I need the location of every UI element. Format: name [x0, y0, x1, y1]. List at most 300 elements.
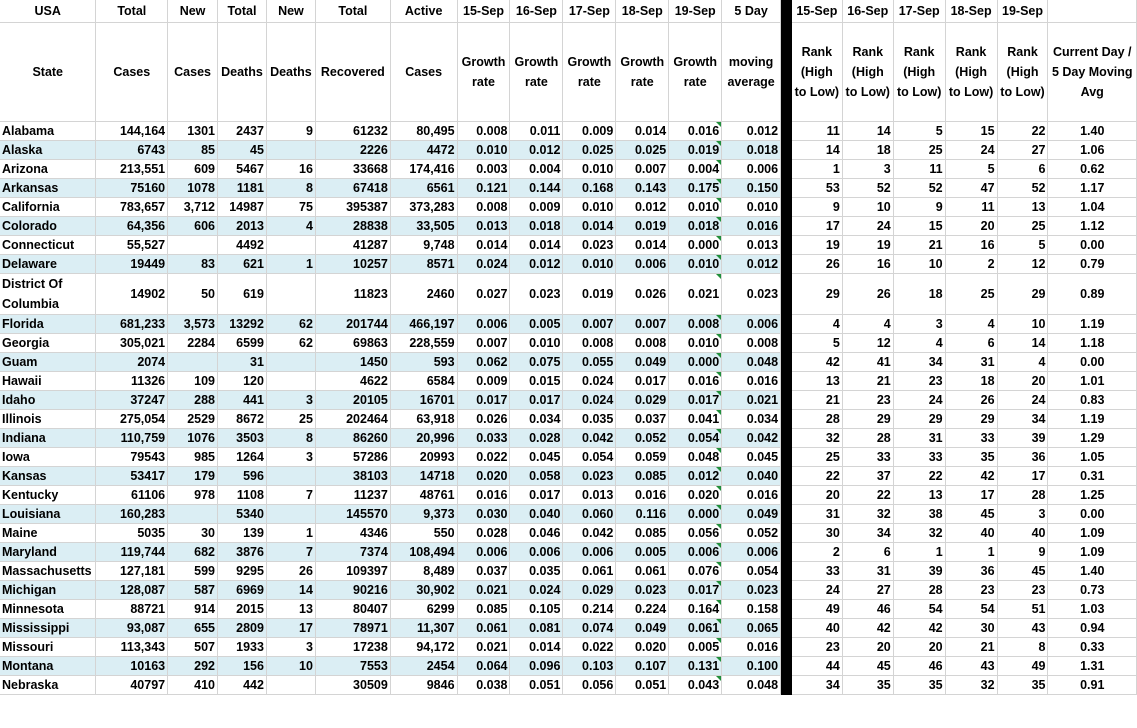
data-cell[interactable]: 1181 [218, 178, 267, 197]
data-cell[interactable]: 6 [997, 159, 1048, 178]
data-cell[interactable]: 12 [997, 254, 1048, 273]
data-cell[interactable]: 0.035 [510, 561, 563, 580]
state-name-cell[interactable]: Montana [0, 656, 96, 675]
data-cell[interactable]: 0.042 [722, 428, 781, 447]
data-cell[interactable]: 0.061 [563, 561, 616, 580]
header-cell[interactable]: 5 Day [722, 0, 781, 22]
header-cell[interactable]: Growth rate [669, 22, 722, 121]
state-name-cell[interactable]: Arizona [0, 159, 96, 178]
data-cell[interactable]: 31 [945, 352, 997, 371]
data-cell[interactable]: 0.89 [1048, 273, 1137, 314]
data-cell[interactable]: 42 [893, 618, 945, 637]
data-cell[interactable]: 14 [842, 121, 893, 140]
data-cell[interactable]: 108,494 [390, 542, 457, 561]
data-cell[interactable]: 0.024 [457, 254, 510, 273]
data-cell[interactable]: 0.144 [510, 178, 563, 197]
data-cell[interactable]: 51 [997, 599, 1048, 618]
state-name-cell[interactable]: Arkansas [0, 178, 96, 197]
data-cell[interactable]: 17 [266, 618, 315, 637]
data-cell[interactable]: 0.054 [669, 428, 722, 447]
data-cell[interactable]: 31 [791, 504, 842, 523]
state-name-cell[interactable]: Louisiana [0, 504, 96, 523]
data-cell[interactable]: 0.010 [563, 197, 616, 216]
data-cell[interactable]: 83 [168, 254, 218, 273]
data-cell[interactable]: 0.012 [722, 254, 781, 273]
data-cell[interactable] [168, 352, 218, 371]
data-cell[interactable]: 0.008 [722, 333, 781, 352]
data-cell[interactable]: 6743 [96, 140, 168, 159]
data-cell[interactable]: 26 [266, 561, 315, 580]
data-cell[interactable]: 2809 [218, 618, 267, 637]
data-cell[interactable]: 43 [997, 618, 1048, 637]
data-cell[interactable]: 0.037 [616, 409, 669, 428]
data-cell[interactable]: 3 [266, 447, 315, 466]
data-cell[interactable]: 14987 [218, 197, 267, 216]
data-cell[interactable]: 6584 [390, 371, 457, 390]
header-cell[interactable]: 18-Sep [616, 0, 669, 22]
data-cell[interactable]: 94,172 [390, 637, 457, 656]
divider-column[interactable] [781, 235, 792, 254]
data-cell[interactable]: 20993 [390, 447, 457, 466]
state-name-cell[interactable]: Nebraska [0, 675, 96, 694]
data-cell[interactable]: 0.008 [563, 333, 616, 352]
data-cell[interactable]: 9295 [218, 561, 267, 580]
data-cell[interactable]: 0.049 [616, 618, 669, 637]
data-cell[interactable]: 22 [893, 466, 945, 485]
data-cell[interactable]: 26 [842, 273, 893, 314]
data-cell[interactable]: 24 [842, 216, 893, 235]
data-cell[interactable]: 0.014 [616, 235, 669, 254]
data-cell[interactable]: 0.029 [563, 580, 616, 599]
data-cell[interactable]: 13292 [218, 314, 267, 333]
data-cell[interactable]: 45 [218, 140, 267, 159]
data-cell[interactable]: 24 [945, 140, 997, 159]
state-name-cell[interactable]: Connecticut [0, 235, 96, 254]
data-cell[interactable]: 3,573 [168, 314, 218, 333]
data-cell[interactable]: 0.081 [510, 618, 563, 637]
data-cell[interactable] [168, 504, 218, 523]
data-cell[interactable]: 0.021 [457, 580, 510, 599]
data-cell[interactable] [266, 352, 315, 371]
data-cell[interactable]: 0.017 [510, 485, 563, 504]
data-cell[interactable]: 0.016 [616, 485, 669, 504]
data-cell[interactable]: 1.40 [1048, 561, 1137, 580]
data-cell[interactable]: 0.019 [563, 273, 616, 314]
data-cell[interactable]: 1 [791, 159, 842, 178]
data-cell[interactable]: 11326 [96, 371, 168, 390]
divider-column[interactable] [781, 22, 792, 121]
data-cell[interactable]: 0.000 [669, 352, 722, 371]
data-cell[interactable]: 0.048 [669, 447, 722, 466]
data-cell[interactable]: 1 [893, 542, 945, 561]
data-cell[interactable]: 7374 [315, 542, 390, 561]
data-cell[interactable]: 26 [945, 390, 997, 409]
data-cell[interactable]: 33,505 [390, 216, 457, 235]
data-cell[interactable]: 33 [893, 447, 945, 466]
data-cell[interactable]: 0.000 [669, 235, 722, 254]
data-cell[interactable]: 3 [997, 504, 1048, 523]
data-cell[interactable]: 31 [842, 561, 893, 580]
data-cell[interactable]: 7553 [315, 656, 390, 675]
data-cell[interactable]: 16 [266, 159, 315, 178]
data-cell[interactable]: 156 [218, 656, 267, 675]
data-cell[interactable]: 0.018 [669, 216, 722, 235]
data-cell[interactable]: 10 [842, 197, 893, 216]
data-cell[interactable]: 86260 [315, 428, 390, 447]
data-cell[interactable]: 5 [997, 235, 1048, 254]
state-name-cell[interactable]: Alaska [0, 140, 96, 159]
data-cell[interactable]: 1 [266, 254, 315, 273]
data-cell[interactable]: 0.051 [616, 675, 669, 694]
data-cell[interactable]: 441 [218, 390, 267, 409]
data-cell[interactable]: 0.121 [457, 178, 510, 197]
header-cell[interactable]: New [266, 0, 315, 22]
data-cell[interactable]: 30,902 [390, 580, 457, 599]
data-cell[interactable]: 23 [893, 371, 945, 390]
data-cell[interactable]: 40 [997, 523, 1048, 542]
data-cell[interactable]: 32 [842, 504, 893, 523]
data-cell[interactable]: 35 [945, 447, 997, 466]
data-cell[interactable]: 292 [168, 656, 218, 675]
data-cell[interactable]: 0.023 [722, 273, 781, 314]
data-cell[interactable]: 0.052 [616, 428, 669, 447]
data-cell[interactable]: 160,283 [96, 504, 168, 523]
data-cell[interactable]: 681,233 [96, 314, 168, 333]
data-cell[interactable]: 2 [791, 542, 842, 561]
data-cell[interactable]: 2437 [218, 121, 267, 140]
data-cell[interactable]: 88721 [96, 599, 168, 618]
data-cell[interactable]: 0.014 [510, 637, 563, 656]
data-cell[interactable]: 1076 [168, 428, 218, 447]
data-cell[interactable]: 0.055 [563, 352, 616, 371]
data-cell[interactable]: 50 [168, 273, 218, 314]
data-cell[interactable]: 17 [945, 485, 997, 504]
data-cell[interactable]: 0.023 [563, 235, 616, 254]
data-cell[interactable]: 28 [893, 580, 945, 599]
data-cell[interactable]: 120 [218, 371, 267, 390]
data-cell[interactable]: 0.017 [616, 371, 669, 390]
data-cell[interactable]: 25 [945, 273, 997, 314]
state-name-cell[interactable]: Kentucky [0, 485, 96, 504]
data-cell[interactable]: 18 [842, 140, 893, 159]
data-cell[interactable]: 2015 [218, 599, 267, 618]
data-cell[interactable]: 0.010 [669, 197, 722, 216]
data-cell[interactable]: 0.168 [563, 178, 616, 197]
data-cell[interactable]: 3 [842, 159, 893, 178]
data-cell[interactable]: 6299 [390, 599, 457, 618]
divider-column[interactable] [781, 637, 792, 656]
data-cell[interactable]: 0.026 [616, 273, 669, 314]
data-cell[interactable]: 20 [842, 637, 893, 656]
data-cell[interactable]: 113,343 [96, 637, 168, 656]
header-cell[interactable]: Rank (High to Low) [842, 22, 893, 121]
data-cell[interactable]: 0.020 [616, 637, 669, 656]
divider-column[interactable] [781, 0, 792, 22]
data-cell[interactable]: 10 [893, 254, 945, 273]
divider-column[interactable] [781, 523, 792, 542]
data-cell[interactable]: 35 [893, 675, 945, 694]
data-cell[interactable]: 0.33 [1048, 637, 1137, 656]
data-cell[interactable] [266, 675, 315, 694]
data-cell[interactable]: 0.015 [510, 371, 563, 390]
data-cell[interactable]: 8 [266, 178, 315, 197]
header-cell[interactable]: Growth rate [563, 22, 616, 121]
data-cell[interactable]: 0.116 [616, 504, 669, 523]
data-cell[interactable]: 0.006 [457, 542, 510, 561]
data-cell[interactable]: 0.043 [669, 675, 722, 694]
data-cell[interactable]: 40 [945, 523, 997, 542]
data-cell[interactable]: 978 [168, 485, 218, 504]
data-cell[interactable]: 0.014 [510, 235, 563, 254]
data-cell[interactable]: 466,197 [390, 314, 457, 333]
header-cell[interactable]: Cases [390, 22, 457, 121]
state-name-cell[interactable]: Mississippi [0, 618, 96, 637]
data-cell[interactable]: 69863 [315, 333, 390, 352]
data-cell[interactable]: 0.73 [1048, 580, 1137, 599]
data-cell[interactable]: 5 [893, 121, 945, 140]
header-cell[interactable]: Rank (High to Low) [791, 22, 842, 121]
data-cell[interactable]: 0.00 [1048, 352, 1137, 371]
data-cell[interactable]: 0.074 [563, 618, 616, 637]
data-cell[interactable]: 0.016 [669, 371, 722, 390]
data-cell[interactable]: 29 [791, 273, 842, 314]
data-cell[interactable]: 0.006 [510, 542, 563, 561]
data-cell[interactable]: 0.010 [563, 159, 616, 178]
data-cell[interactable]: 621 [218, 254, 267, 273]
data-cell[interactable]: 28838 [315, 216, 390, 235]
data-cell[interactable]: 0.007 [457, 333, 510, 352]
header-cell[interactable] [1048, 0, 1137, 22]
data-cell[interactable]: 1.19 [1048, 409, 1137, 428]
data-cell[interactable]: 0.014 [616, 121, 669, 140]
data-cell[interactable]: 0.016 [669, 121, 722, 140]
header-cell[interactable]: Cases [168, 22, 218, 121]
data-cell[interactable]: 0.008 [616, 333, 669, 352]
data-cell[interactable]: 0.214 [563, 599, 616, 618]
data-cell[interactable]: 228,559 [390, 333, 457, 352]
data-cell[interactable]: 45 [997, 561, 1048, 580]
data-cell[interactable]: 46 [893, 656, 945, 675]
header-cell[interactable]: Cases [96, 22, 168, 121]
data-cell[interactable]: 0.045 [722, 447, 781, 466]
data-cell[interactable]: 29 [842, 409, 893, 428]
data-cell[interactable]: 0.096 [510, 656, 563, 675]
state-name-cell[interactable]: Illinois [0, 409, 96, 428]
data-cell[interactable]: 145570 [315, 504, 390, 523]
data-cell[interactable]: 9 [791, 197, 842, 216]
data-cell[interactable]: 79543 [96, 447, 168, 466]
data-cell[interactable]: 8,489 [390, 561, 457, 580]
data-cell[interactable]: 34 [997, 409, 1048, 428]
data-cell[interactable]: 32 [893, 523, 945, 542]
header-cell[interactable]: Rank (High to Low) [997, 22, 1048, 121]
data-cell[interactable]: 0.010 [669, 333, 722, 352]
header-cell[interactable]: Deaths [266, 22, 315, 121]
data-cell[interactable]: 0.143 [616, 178, 669, 197]
data-cell[interactable]: 36 [945, 561, 997, 580]
data-cell[interactable]: 0.010 [722, 197, 781, 216]
data-cell[interactable]: 24 [997, 390, 1048, 409]
data-cell[interactable]: 20 [945, 216, 997, 235]
data-cell[interactable] [168, 235, 218, 254]
data-cell[interactable]: 34 [893, 352, 945, 371]
data-cell[interactable]: 7 [266, 485, 315, 504]
data-cell[interactable]: 0.008 [457, 197, 510, 216]
header-cell[interactable]: Rank (High to Low) [945, 22, 997, 121]
data-cell[interactable]: 0.046 [510, 523, 563, 542]
data-cell[interactable]: 9846 [390, 675, 457, 694]
data-cell[interactable]: 0.054 [563, 447, 616, 466]
data-cell[interactable]: 0.023 [563, 466, 616, 485]
data-cell[interactable]: 0.023 [722, 580, 781, 599]
data-cell[interactable]: 3 [266, 637, 315, 656]
divider-column[interactable] [781, 371, 792, 390]
data-cell[interactable]: 0.064 [457, 656, 510, 675]
data-cell[interactable]: 0.012 [510, 140, 563, 159]
divider-column[interactable] [781, 178, 792, 197]
data-cell[interactable]: 11,307 [390, 618, 457, 637]
data-cell[interactable]: 20 [997, 371, 1048, 390]
data-cell[interactable]: 682 [168, 542, 218, 561]
data-cell[interactable]: 2 [945, 254, 997, 273]
data-cell[interactable]: 0.016 [722, 371, 781, 390]
data-cell[interactable]: 24 [893, 390, 945, 409]
data-cell[interactable]: 0.020 [669, 485, 722, 504]
data-cell[interactable]: 9,373 [390, 504, 457, 523]
data-cell[interactable]: 0.013 [563, 485, 616, 504]
header-cell[interactable]: State [0, 22, 96, 121]
data-cell[interactable]: 21 [842, 371, 893, 390]
data-cell[interactable]: 1.40 [1048, 121, 1137, 140]
data-cell[interactable]: 0.016 [722, 637, 781, 656]
data-cell[interactable]: 0.056 [669, 523, 722, 542]
data-cell[interactable]: 0.049 [722, 504, 781, 523]
data-cell[interactable]: 0.061 [616, 561, 669, 580]
data-cell[interactable]: 75160 [96, 178, 168, 197]
header-cell[interactable]: 17-Sep [893, 0, 945, 22]
data-cell[interactable]: 0.024 [563, 371, 616, 390]
data-cell[interactable]: 32 [945, 675, 997, 694]
data-cell[interactable]: 596 [218, 466, 267, 485]
data-cell[interactable]: 1933 [218, 637, 267, 656]
data-cell[interactable]: 2454 [390, 656, 457, 675]
data-cell[interactable]: 42 [791, 352, 842, 371]
data-cell[interactable]: 1264 [218, 447, 267, 466]
data-cell[interactable]: 0.31 [1048, 466, 1137, 485]
data-cell[interactable]: 35 [842, 675, 893, 694]
data-cell[interactable]: 4 [997, 352, 1048, 371]
data-cell[interactable]: 0.011 [510, 121, 563, 140]
divider-column[interactable] [781, 254, 792, 273]
data-cell[interactable]: 15 [945, 121, 997, 140]
data-cell[interactable]: 20105 [315, 390, 390, 409]
data-cell[interactable]: 0.018 [510, 216, 563, 235]
state-name-cell[interactable]: Minnesota [0, 599, 96, 618]
data-cell[interactable]: 7 [266, 542, 315, 561]
data-cell[interactable]: 0.016 [722, 485, 781, 504]
data-cell[interactable]: 14 [266, 580, 315, 599]
data-cell[interactable]: 24 [791, 580, 842, 599]
data-cell[interactable]: 8 [266, 428, 315, 447]
data-cell[interactable]: 0.008 [669, 314, 722, 333]
divider-column[interactable] [781, 580, 792, 599]
data-cell[interactable]: 64,356 [96, 216, 168, 235]
data-cell[interactable]: 10163 [96, 656, 168, 675]
divider-column[interactable] [781, 466, 792, 485]
data-cell[interactable]: 288 [168, 390, 218, 409]
data-cell[interactable]: 90216 [315, 580, 390, 599]
data-cell[interactable]: 53417 [96, 466, 168, 485]
header-cell[interactable]: 19-Sep [669, 0, 722, 22]
data-cell[interactable]: 62 [266, 314, 315, 333]
data-cell[interactable]: 30509 [315, 675, 390, 694]
data-cell[interactable]: 0.049 [616, 352, 669, 371]
data-cell[interactable]: 202464 [315, 409, 390, 428]
data-cell[interactable]: 2013 [218, 216, 267, 235]
data-cell[interactable]: 16 [945, 235, 997, 254]
data-cell[interactable]: 0.007 [616, 314, 669, 333]
data-cell[interactable]: 593 [390, 352, 457, 371]
data-cell[interactable]: 26 [791, 254, 842, 273]
state-name-cell[interactable]: Maine [0, 523, 96, 542]
data-cell[interactable]: 0.019 [616, 216, 669, 235]
data-cell[interactable]: 0.061 [669, 618, 722, 637]
data-cell[interactable]: 305,021 [96, 333, 168, 352]
data-cell[interactable]: 0.060 [563, 504, 616, 523]
data-cell[interactable]: 38103 [315, 466, 390, 485]
divider-column[interactable] [781, 121, 792, 140]
data-cell[interactable]: 599 [168, 561, 218, 580]
data-cell[interactable]: 42 [842, 618, 893, 637]
data-cell[interactable]: 0.065 [722, 618, 781, 637]
state-name-cell[interactable]: Maryland [0, 542, 96, 561]
data-cell[interactable]: 23 [945, 580, 997, 599]
data-cell[interactable]: 2529 [168, 409, 218, 428]
data-cell[interactable]: 0.040 [722, 466, 781, 485]
header-cell[interactable]: Growth rate [457, 22, 510, 121]
data-cell[interactable]: 0.006 [722, 314, 781, 333]
data-cell[interactable]: 16 [842, 254, 893, 273]
data-cell[interactable]: 410 [168, 675, 218, 694]
data-cell[interactable]: 0.014 [563, 216, 616, 235]
data-cell[interactable]: 78971 [315, 618, 390, 637]
data-cell[interactable]: 0.026 [457, 409, 510, 428]
data-cell[interactable]: 0.022 [563, 637, 616, 656]
data-cell[interactable]: 0.010 [563, 254, 616, 273]
header-cell[interactable]: 17-Sep [563, 0, 616, 22]
data-cell[interactable]: 0.007 [563, 314, 616, 333]
data-cell[interactable]: 4472 [390, 140, 457, 159]
data-cell[interactable]: 0.017 [669, 580, 722, 599]
data-cell[interactable]: 4 [893, 333, 945, 352]
data-cell[interactable]: 0.012 [722, 121, 781, 140]
data-cell[interactable]: 395387 [315, 197, 390, 216]
data-cell[interactable]: 37 [842, 466, 893, 485]
data-cell[interactable]: 0.021 [669, 273, 722, 314]
data-cell[interactable]: 75 [266, 197, 315, 216]
data-cell[interactable]: 14902 [96, 273, 168, 314]
divider-column[interactable] [781, 675, 792, 694]
data-cell[interactable]: 1108 [218, 485, 267, 504]
data-cell[interactable]: 0.006 [563, 542, 616, 561]
state-name-cell[interactable]: District Of Columbia [0, 273, 96, 314]
data-cell[interactable]: 10 [997, 314, 1048, 333]
data-cell[interactable] [266, 504, 315, 523]
data-cell[interactable]: 1 [266, 523, 315, 542]
data-cell[interactable]: 4492 [218, 235, 267, 254]
data-cell[interactable]: 0.150 [722, 178, 781, 197]
data-cell[interactable]: 0.158 [722, 599, 781, 618]
